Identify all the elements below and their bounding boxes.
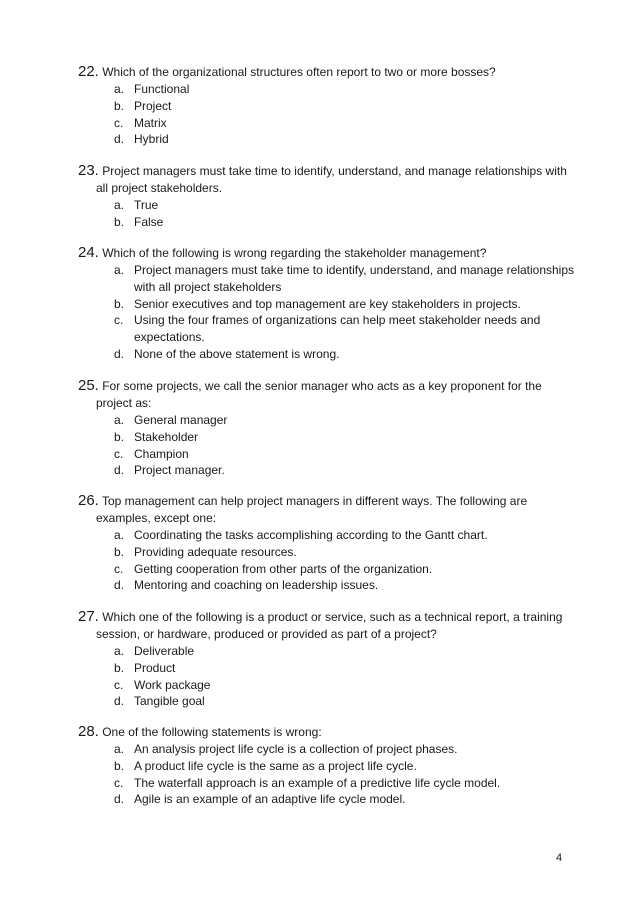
option-letter: c. bbox=[114, 677, 124, 692]
option-c bbox=[78, 446, 578, 463]
option-letter: a. bbox=[114, 413, 125, 427]
option-text: Mentoring and coaching on leadership issues. bbox=[134, 578, 379, 593]
option-letter: a. bbox=[114, 742, 125, 756]
question-stem bbox=[78, 492, 578, 527]
question-text: Which of the following is wrong regarding the stakeholder management? bbox=[102, 246, 487, 260]
options-list bbox=[78, 527, 578, 594]
option-b bbox=[78, 544, 578, 561]
question-stem bbox=[78, 608, 578, 643]
option-c bbox=[78, 561, 578, 578]
options-list bbox=[78, 741, 578, 808]
question-25 bbox=[78, 377, 578, 479]
option-text: Project managers must take time to identify, understand, and manage relationships with all project stakeholders bbox=[134, 263, 575, 294]
option-a bbox=[78, 81, 578, 98]
option-letter: d. bbox=[114, 578, 125, 593]
option-text: Providing adequate resources. bbox=[134, 544, 297, 559]
option-a bbox=[78, 412, 578, 429]
option-letter: a. bbox=[114, 198, 125, 212]
option-text: Product bbox=[134, 660, 176, 675]
option-letter: c. bbox=[114, 775, 124, 790]
option-letter: c. bbox=[114, 446, 124, 461]
question-27 bbox=[78, 608, 578, 710]
option-a bbox=[78, 643, 578, 660]
option-d bbox=[78, 346, 578, 363]
option-text: The waterfall approach is an example of a predictive life cycle model. bbox=[134, 775, 501, 790]
option-text: Project manager. bbox=[134, 463, 225, 478]
option-letter: d. bbox=[114, 463, 125, 478]
option-b bbox=[78, 296, 578, 313]
question-stem bbox=[78, 162, 578, 197]
option-letter: d. bbox=[114, 792, 125, 807]
option-a bbox=[78, 527, 578, 544]
option-d bbox=[78, 577, 578, 594]
question-text: For some projects, we call the senior manager who acts as a key proponent for the project as: bbox=[96, 379, 542, 410]
option-text: Deliverable bbox=[134, 644, 195, 658]
option-text: General manager bbox=[134, 413, 228, 427]
option-c bbox=[78, 312, 578, 346]
option-a bbox=[78, 197, 578, 214]
option-letter: a. bbox=[114, 82, 125, 96]
option-letter: d. bbox=[114, 694, 125, 709]
option-c bbox=[78, 677, 578, 694]
option-text: Agile is an example of an adaptive life cycle model. bbox=[134, 792, 406, 807]
question-text: Top management can help project managers in different ways. The following are examples, except one: bbox=[96, 494, 528, 525]
question-24 bbox=[78, 244, 578, 363]
question-number: 25. bbox=[78, 377, 99, 394]
option-d bbox=[78, 791, 578, 808]
option-text: Getting cooperation from other parts of the organization. bbox=[134, 561, 433, 576]
option-d bbox=[78, 131, 578, 148]
question-stem bbox=[78, 244, 578, 262]
option-text: Tangible goal bbox=[134, 694, 205, 709]
page-number: 4 bbox=[556, 852, 563, 864]
option-d bbox=[78, 462, 578, 479]
question-number: 23. bbox=[78, 162, 99, 179]
option-a bbox=[78, 262, 578, 296]
options-list bbox=[78, 262, 578, 363]
option-letter: a. bbox=[114, 263, 125, 277]
question-stem bbox=[78, 63, 578, 81]
option-letter: d. bbox=[114, 346, 125, 361]
option-letter: c. bbox=[114, 561, 124, 576]
options-list bbox=[78, 643, 578, 710]
question-text: One of the following statements is wrong: bbox=[102, 725, 322, 739]
option-text: Hybrid bbox=[134, 132, 169, 147]
question-stem bbox=[78, 377, 578, 412]
question-text: Which one of the following is a product or service, such as a technical report, a training session, or hardware, produced or provided as part of a project? bbox=[96, 610, 563, 641]
question-stem bbox=[78, 723, 578, 741]
option-a bbox=[78, 741, 578, 758]
option-letter: b. bbox=[114, 429, 125, 444]
question-number: 22. bbox=[78, 63, 99, 80]
options-list bbox=[78, 197, 578, 231]
question-28 bbox=[78, 723, 578, 808]
option-d bbox=[78, 693, 578, 710]
option-letter: d. bbox=[114, 132, 125, 147]
option-letter: a. bbox=[114, 528, 125, 542]
question-22 bbox=[78, 63, 578, 148]
option-b bbox=[78, 429, 578, 446]
option-text: A product life cycle is the same as a project life cycle. bbox=[134, 758, 417, 773]
option-b bbox=[78, 660, 578, 677]
option-text: Senior executives and top management are key stakeholders in projects. bbox=[134, 296, 521, 311]
option-text: An analysis project life cycle is a collection of project phases. bbox=[134, 742, 458, 756]
question-number: 26. bbox=[78, 492, 99, 509]
option-letter: b. bbox=[114, 544, 125, 559]
option-text: Work package bbox=[134, 677, 211, 692]
option-text: Matrix bbox=[134, 115, 167, 130]
option-text: False bbox=[134, 214, 164, 229]
question-number: 27. bbox=[78, 608, 99, 625]
option-letter: b. bbox=[114, 758, 125, 773]
question-text: Project managers must take time to identify, understand, and manage relationships with all project stakeholders. bbox=[96, 164, 567, 195]
option-b bbox=[78, 98, 578, 115]
option-b bbox=[78, 214, 578, 231]
option-letter: a. bbox=[114, 644, 125, 658]
option-text: Coordinating the tasks accomplishing according to the Gantt chart. bbox=[134, 528, 488, 542]
option-c bbox=[78, 115, 578, 132]
option-text: Functional bbox=[134, 82, 190, 96]
question-number: 24. bbox=[78, 244, 99, 261]
question-23 bbox=[78, 162, 578, 231]
option-letter: c. bbox=[114, 313, 124, 328]
option-text: Using the four frames of organizations can help meet stakeholder needs and expectations. bbox=[134, 313, 541, 345]
question-number: 28. bbox=[78, 723, 99, 740]
option-letter: c. bbox=[114, 115, 124, 130]
options-list bbox=[78, 81, 578, 148]
option-letter: b. bbox=[114, 660, 125, 675]
option-b bbox=[78, 758, 578, 775]
option-letter: b. bbox=[114, 214, 125, 229]
option-text: Project bbox=[134, 98, 172, 113]
options-list bbox=[78, 412, 578, 479]
option-text: None of the above statement is wrong. bbox=[134, 346, 340, 361]
option-c bbox=[78, 775, 578, 792]
option-letter: b. bbox=[114, 98, 125, 113]
option-text: Champion bbox=[134, 446, 189, 461]
option-text: True bbox=[134, 198, 159, 212]
question-text: Which of the organizational structures often report to two or more bosses? bbox=[102, 65, 496, 79]
question-26 bbox=[78, 492, 578, 594]
option-text: Stakeholder bbox=[134, 429, 199, 444]
option-letter: b. bbox=[114, 296, 125, 311]
